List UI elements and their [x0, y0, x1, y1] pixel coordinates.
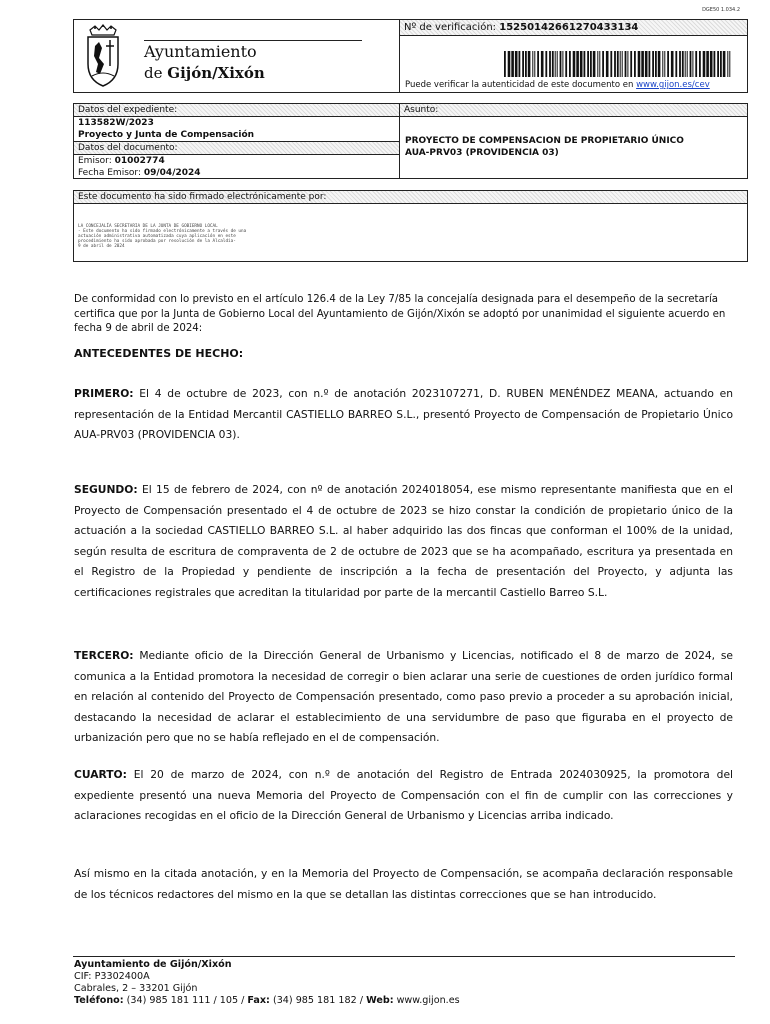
barcode-bar — [717, 51, 719, 77]
barcode-bar — [555, 51, 556, 77]
org-name-line1: Ayuntamiento — [144, 42, 257, 61]
signer-text: LA CONCEJALÍA SECRETARIA DE LA JUNTA DE GOBIERNO LOCAL - Este documento ha sido firmado electrónicamente a través de una actuación administrativa automatizada cuya aplicación en este procedimiento ha sido aprobada por resolución de la Alcaldía- 9 de abril de 2024 — [78, 224, 247, 249]
barcode-bar — [511, 51, 514, 77]
coat-of-arms-icon — [82, 24, 124, 88]
barcode-bar — [528, 51, 531, 77]
barcode-bar — [504, 51, 506, 77]
barcode-bar — [625, 51, 627, 77]
emisor: Emisor: 01002774 — [78, 156, 165, 166]
barcode-bar — [662, 51, 663, 77]
barcode-bar — [573, 51, 576, 77]
expediente-label: Datos del expediente: — [74, 104, 399, 117]
verification-label: Nº de verificación: — [404, 22, 497, 33]
expediente-box — [73, 103, 748, 179]
verification-code: 15250142661270433134 — [499, 22, 639, 33]
barcode-bar — [532, 51, 533, 77]
barcode-bar — [515, 51, 518, 77]
barcode-bar — [552, 51, 554, 77]
barcode-bar — [664, 51, 665, 77]
barcode-bar — [699, 51, 701, 77]
verification-bar — [400, 20, 747, 36]
footer-cif: CIF: P3302400A — [74, 971, 150, 982]
barcode-bar — [692, 51, 693, 77]
barcode-bar — [610, 51, 612, 77]
barcode-bar — [671, 51, 674, 77]
paragraph-asi-mismo: Así mismo en la citada anotación, y en la Memoria del Proyecto de Compensación, se acompaña declaración responsable de los técnicos redactores del mismo en la que se detallan las distintas correcciones que se han introducido. — [74, 867, 733, 901]
barcode-bar — [569, 51, 571, 77]
barcode-bar — [580, 51, 583, 77]
barcode-bar — [593, 51, 596, 77]
paragraph-cuarto: CUARTO: El 20 de marzo de 2024, con n.º de anotación del Registro de Entrada 2024030925, la promotora del expediente presentó una nueva Memoria del Proyecto de Compensación con el fin de cumplir con las correcciones y aclaraciones recogidas en el oficio de la Dirección General de Urbanismo y Licencias arriba indicado. — [74, 768, 733, 823]
barcode-bar — [682, 51, 684, 77]
paragraph-tercero: TERCERO: Mediante oficio de la Dirección General de Urbanismo y Licencias, notificado el 8 de marzo de 2024, se comunica a la Entidad promotora la necesidad de corregir o bien aclarar una serie de cuestiones de orden jurídico formal en relación al contenido del Proyecto de Compensación presentado, como paso previo a proceder a su aprobación inicial, destacando la necesidad de aclarar el establecimiento de una servidumbre de paso que figuraba en el proyecto de urbanización pero que no se había reflejado en el de compensación. — [74, 649, 733, 745]
barcode-bar — [703, 51, 706, 77]
barcode-bar — [645, 51, 648, 77]
fecha-emisor: Fecha Emisor: 09/04/2024 — [78, 168, 201, 178]
signature-box — [73, 190, 748, 262]
barcode-bar — [557, 51, 558, 77]
signature-label: Este documento ha sido firmado electrónicamente por: — [74, 191, 747, 204]
barcode-bar — [727, 51, 728, 77]
barcode-bar — [723, 51, 726, 77]
barcode-bar — [614, 51, 616, 77]
verification-block — [400, 20, 747, 92]
barcode-bar — [667, 51, 669, 77]
barcode-bar — [617, 51, 619, 77]
barcode-bar — [508, 51, 511, 77]
barcode-bar — [714, 51, 716, 77]
intro-paragraph: De conformidad con lo previsto en el artículo 126.4 de la Ley 7/85 la concejalía designada para el desempeño de la secretaría certifica que por la Junta de Gobierno Local del Ayuntamiento de Gijón/Xixón se adoptó por unanimidad el siguiente acuerdo en fecha 9 de abril de 2024: — [74, 294, 726, 334]
asunto-block — [400, 104, 747, 178]
documento-label: Datos del documento: — [74, 141, 399, 155]
barcode-bar — [562, 51, 563, 77]
expediente-type: Proyecto y Junta de Compensación — [78, 130, 255, 140]
barcode-bar — [630, 51, 632, 77]
organization-block — [74, 20, 400, 92]
barcode-bar — [534, 51, 535, 77]
barcode-bar — [590, 51, 592, 77]
barcode-bar — [622, 51, 623, 77]
org-name-line2: de Gijón/Xixón — [144, 64, 265, 82]
barcode-bar — [706, 51, 709, 77]
footer-web[interactable]: www.gijon.es — [393, 995, 460, 1006]
paragraph-segundo: SEGUNDO: El 15 de febrero de 2024, con nº de anotación 2024018054, ese mismo representante manifiesta que en el Proyecto de Compensación presentado el 4 de octubre de 2023 se hizo constar la condición de propietario único de la actuación a la sociedad CASTIELLO BARREO S.L. al haber adquirido las dos fincas que conforman el 100% de la unidad, según resulta de escritura de compraventa de 2 de octubre de 2023 que se ha acompañado, escritura ya presentada en el Registro de la Propiedad y pendiente de inscripción a la fecha de presentación del Proyecto, y adjunta las certificaciones registrales que acreditan la titularidad por parte de la mercantil Castiello Barreo S.L. — [74, 483, 733, 599]
barcode-bar — [541, 51, 544, 77]
document-code: DGE50 1.034.2 — [702, 7, 740, 13]
barcode-bar — [652, 51, 654, 77]
footer — [74, 959, 460, 1007]
barcode-bar — [545, 51, 547, 77]
section-heading: ANTECEDENTES DE HECHO: — [74, 347, 244, 360]
barcode — [504, 51, 732, 77]
expediente-details — [74, 104, 400, 178]
barcode-bar — [658, 51, 661, 77]
barcode-bar — [690, 51, 692, 77]
barcode-bar — [720, 51, 722, 77]
barcode-bar — [634, 51, 636, 77]
barcode-bar — [522, 51, 524, 77]
barcode-bar — [641, 51, 644, 77]
document-header — [73, 19, 748, 93]
asunto-label: Asunto: — [400, 104, 747, 117]
barcode-bar — [620, 51, 621, 77]
barcode-bar — [685, 51, 686, 77]
barcode-bar — [599, 51, 600, 77]
barcode-bar — [549, 51, 551, 77]
footer-divider — [73, 956, 735, 957]
barcode-bar — [576, 51, 579, 77]
verify-note: Puede verificar la autenticidad de este documento en www.gijon.es/cev — [405, 80, 710, 90]
paragraph-primero: PRIMERO: El 4 de octubre de 2023, con n.º de anotación 2023107271, D. RUBEN MENÉNDEZ MEANA, actuando en representación de la Entidad Mercantil CASTIELLO BARREO S.L., presentó Proyecto de Compensación de Propietario Único AUA-PRV03 (PROVIDENCIA 03). — [74, 387, 733, 442]
barcode-bar — [649, 51, 651, 77]
barcode-bar — [627, 51, 628, 77]
footer-org: Ayuntamiento de Gijón/Xixón — [74, 959, 232, 970]
barcode-bar — [687, 51, 688, 77]
barcode-bar — [695, 51, 697, 77]
barcode-bar — [565, 51, 567, 77]
barcode-bar — [679, 51, 681, 77]
barcode-bar — [525, 51, 527, 77]
barcode-bar — [606, 51, 609, 77]
verify-link[interactable]: www.gijon.es/cev — [636, 80, 710, 90]
barcode-bar — [560, 51, 562, 77]
barcode-bar — [638, 51, 641, 77]
barcode-bar — [675, 51, 677, 77]
barcode-bar — [602, 51, 604, 77]
barcode-bar — [584, 51, 586, 77]
asunto-text: PROYECTO DE COMPENSACION DE PROPIETARIO ÚNICO AUA-PRV03 (PROVIDENCIA 03) — [405, 136, 684, 158]
barcode-bar — [710, 51, 713, 77]
barcode-bar — [587, 51, 589, 77]
barcode-bar — [519, 51, 521, 77]
barcode-bar — [537, 51, 539, 77]
barcode-bar — [729, 51, 730, 77]
expediente-number: 113582W/2023 — [78, 118, 154, 128]
org-divider — [144, 40, 362, 41]
barcode-bar — [597, 51, 598, 77]
footer-address: Cabrales, 2 – 33201 Gijón — [74, 983, 198, 994]
barcode-bar — [655, 51, 657, 77]
footer-contact: Teléfono: (34) 985 181 111 / 105 / Fax: (34) 985 181 182 / Web: www.gijon.es — [74, 995, 460, 1006]
